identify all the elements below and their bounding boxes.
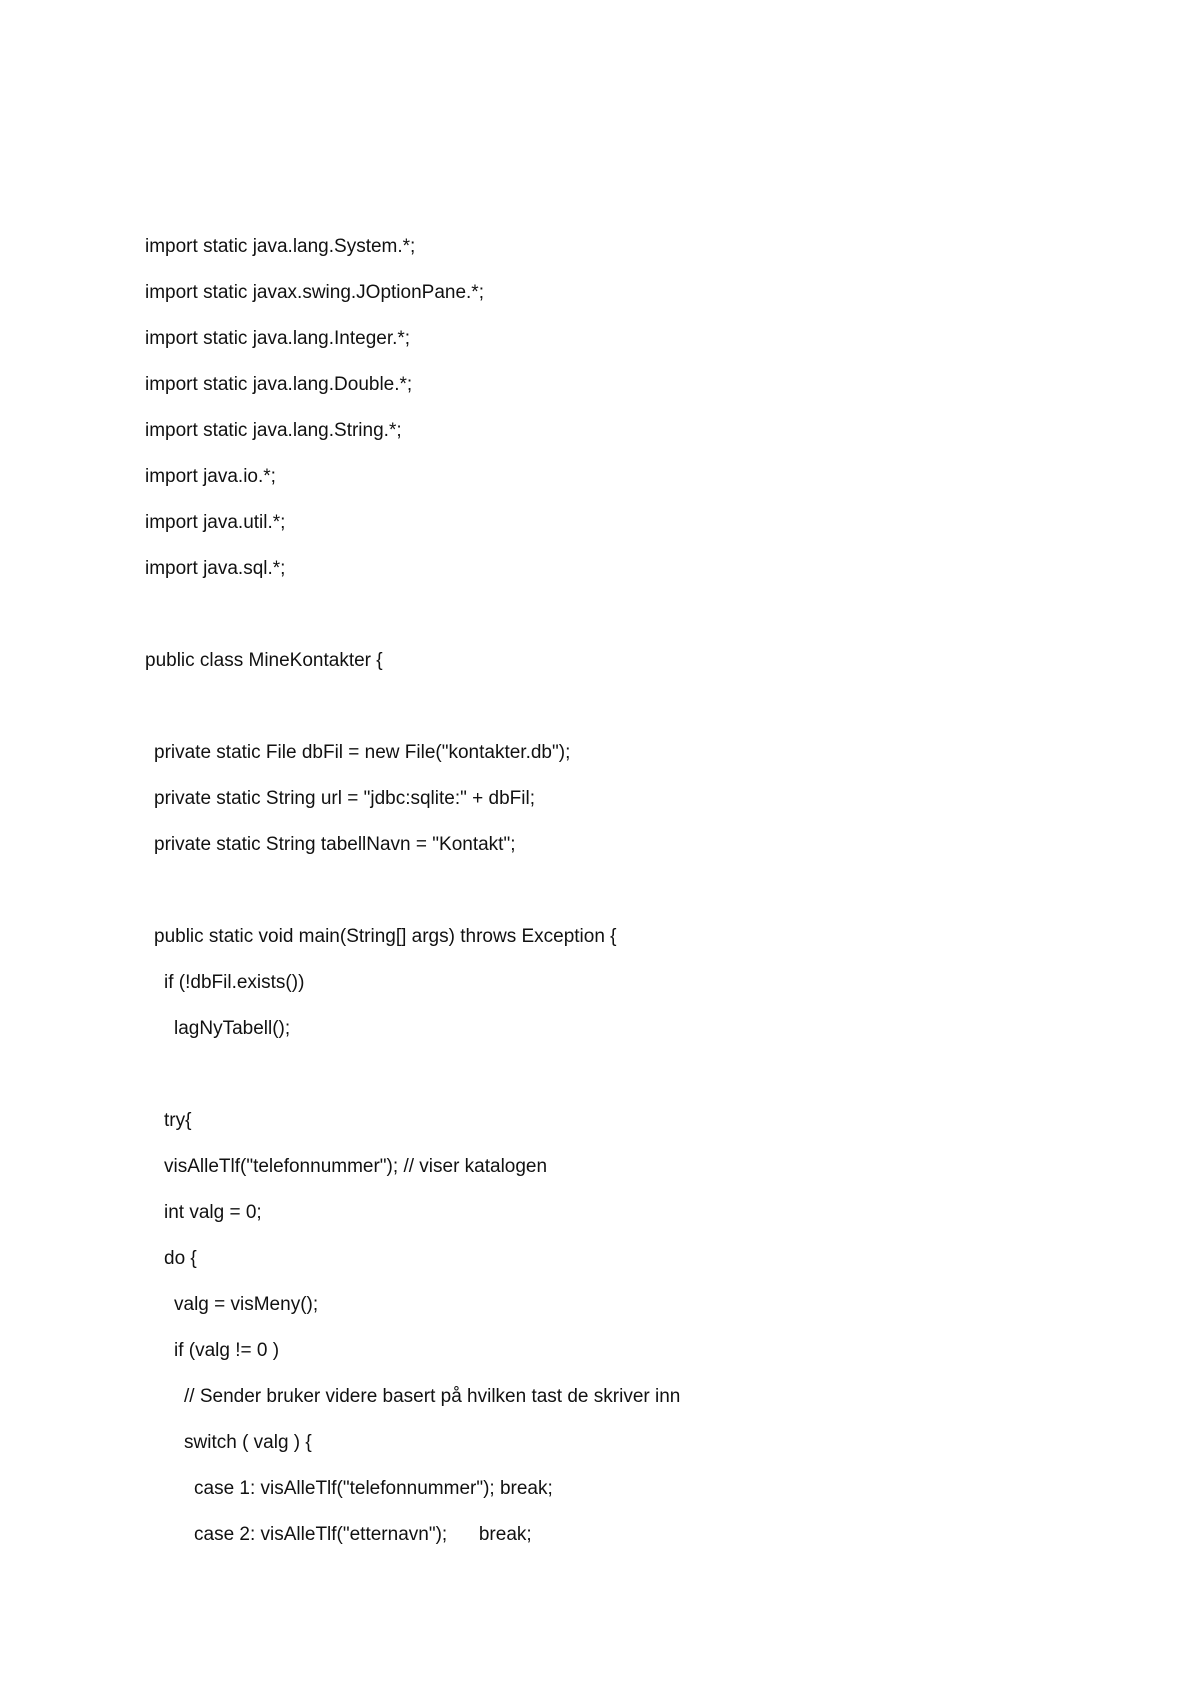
code-line: if (valg != 0 ) — [174, 1340, 280, 1361]
code-line: do { — [164, 1248, 197, 1269]
code-line: case 1: visAlleTlf("telefonnummer"); break; — [194, 1478, 553, 1499]
code-line: import static java.lang.String.*; — [145, 420, 402, 441]
code-line: try{ — [164, 1110, 192, 1131]
code-line: import java.sql.*; — [145, 558, 286, 579]
code-line: valg = visMeny(); — [174, 1294, 319, 1315]
code-line: switch ( valg ) { — [184, 1432, 312, 1453]
code-line: lagNyTabell(); — [174, 1018, 291, 1039]
code-line: import static java.lang.Integer.*; — [145, 328, 411, 349]
code-line: import static java.lang.Double.*; — [145, 374, 413, 395]
code-line: import java.io.*; — [145, 466, 276, 487]
code-line: import java.util.*; — [145, 512, 286, 533]
code-line: public static void main(String[] args) throws Exception { — [154, 926, 617, 947]
code-line: import static java.lang.System.*; — [145, 236, 416, 257]
code-line: if (!dbFil.exists()) — [164, 972, 305, 993]
code-line: private static File dbFil = new File("kontakter.db"); — [154, 742, 571, 763]
code-line: private static String url = "jdbc:sqlite:" + dbFil; — [154, 788, 535, 809]
code-line: public class MineKontakter { — [145, 650, 383, 671]
code-line: // Sender bruker videre basert på hvilken tast de skriver inn — [184, 1386, 681, 1407]
code-line: visAlleTlf("telefonnummer"); // viser katalogen — [164, 1156, 548, 1177]
code-line: import static javax.swing.JOptionPane.*; — [145, 282, 484, 303]
code-line: private static String tabellNavn = "Kontakt"; — [154, 834, 516, 855]
code-line: case 2: visAlleTlf("etternavn"); break; — [194, 1524, 532, 1545]
code-line: int valg = 0; — [164, 1202, 262, 1223]
